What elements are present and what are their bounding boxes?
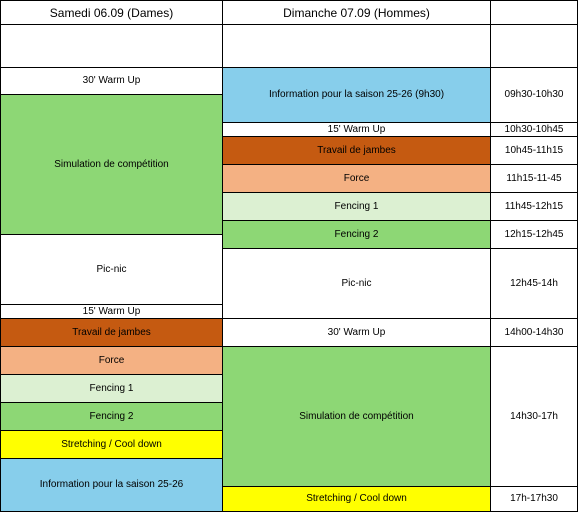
- sun-footwork: Travail de jambes: [222, 136, 491, 165]
- sun-warmup-30: 30' Warm Up: [222, 318, 491, 347]
- sat-fencing-2: Fencing 2: [0, 402, 223, 431]
- sun-force: Force: [222, 164, 491, 193]
- sun-info-season: Information pour la saison 25-26 (9h30): [222, 67, 491, 123]
- sun-fencing-1: Fencing 1: [222, 192, 491, 221]
- sun-picnic: Pic-nic: [222, 248, 491, 319]
- sun-warmup-15: 15' Warm Up: [222, 122, 491, 137]
- sun-stretching: Stretching / Cool down: [222, 486, 491, 512]
- header-time-empty: [490, 0, 578, 25]
- sun-fencing-2: Fencing 2: [222, 220, 491, 249]
- time-slot-9: 14h30-17h: [490, 346, 578, 487]
- sun-simulation: Simulation de compétition: [222, 346, 491, 487]
- sat-info-season: Information pour la saison 25-26: [0, 458, 223, 512]
- blank-cell-saturday: [0, 24, 223, 68]
- sat-simulation: Simulation de compétition: [0, 94, 223, 235]
- sat-force: Force: [0, 346, 223, 375]
- sat-stretching: Stretching / Cool down: [0, 430, 223, 459]
- sat-picnic: Pic-nic: [0, 234, 223, 305]
- time-slot-4: 11h15-11-45: [490, 164, 578, 193]
- blank-cell-time: [490, 24, 578, 68]
- sat-warmup-30: 30' Warm Up: [0, 67, 223, 95]
- blank-cell-sunday: [222, 24, 491, 68]
- header-sunday: Dimanche 07.09 (Hommes): [222, 0, 491, 25]
- time-slot-10: 17h-17h30: [490, 486, 578, 512]
- time-slot-5: 11h45-12h15: [490, 192, 578, 221]
- sat-footwork: Travail de jambes: [0, 318, 223, 347]
- time-slot-7: 12h45-14h: [490, 248, 578, 319]
- time-slot-3: 10h45-11h15: [490, 136, 578, 165]
- time-slot-2: 10h30-10h45: [490, 122, 578, 137]
- sat-warmup-15: 15' Warm Up: [0, 304, 223, 319]
- header-saturday: Samedi 06.09 (Dames): [0, 0, 223, 25]
- time-slot-8: 14h00-14h30: [490, 318, 578, 347]
- time-slot-6: 12h15-12h45: [490, 220, 578, 249]
- sat-fencing-1: Fencing 1: [0, 374, 223, 403]
- time-slot-1: 09h30-10h30: [490, 67, 578, 123]
